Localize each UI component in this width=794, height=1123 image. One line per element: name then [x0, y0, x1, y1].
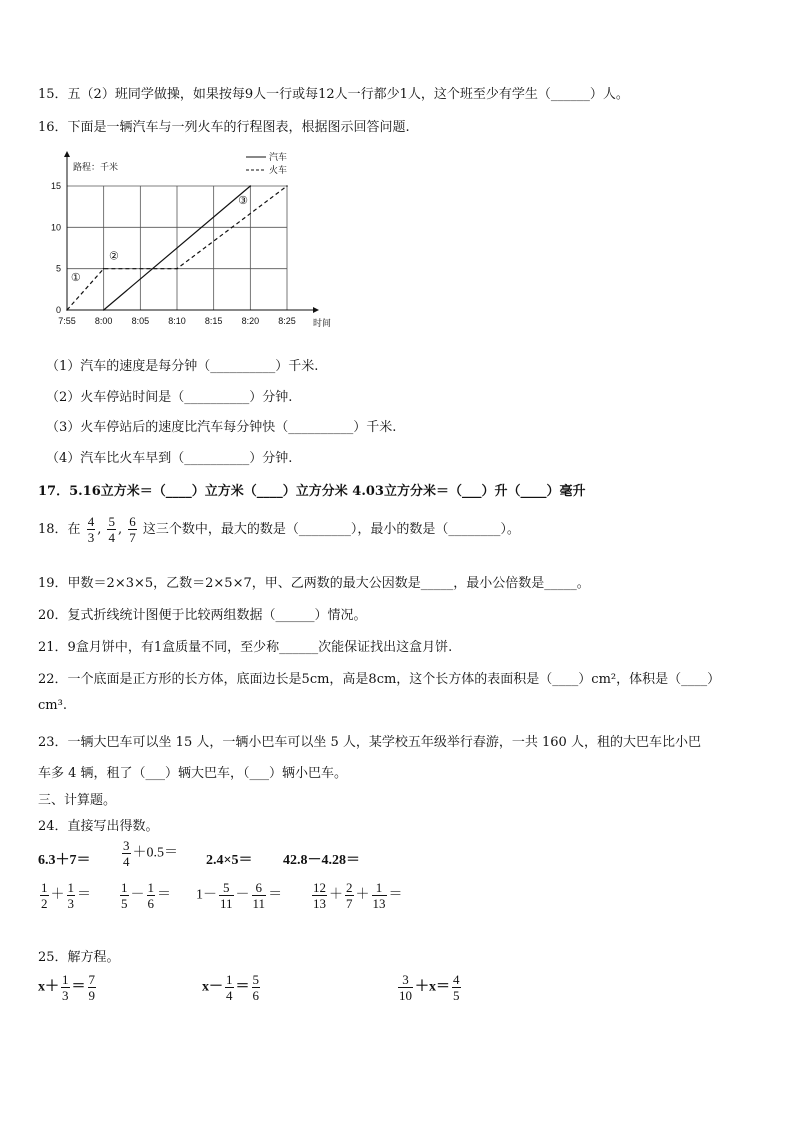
x-tick-label: 7:55 [58, 316, 76, 326]
y-axis-arrow [64, 151, 70, 157]
x-tick-label: 8:20 [241, 316, 260, 326]
x-tick-label: 8:00 [94, 316, 113, 326]
q24-expr-8: $\frac{12}{13}$ ＋ $\frac{2}{7}$ ＋ $\frac{1}{13}$ ＝ [313, 880, 403, 911]
y-axis-label: 路程：千米 [73, 162, 119, 172]
series-point [103, 309, 105, 311]
q25-equation-2: x－ $\frac{1}{4}$ ＝ $\frac{5}{6}$ [202, 972, 259, 1003]
q24-expr-3: 2.4×5＝ [206, 853, 253, 868]
y-tick-label: 10 [50, 222, 61, 233]
q24-expr-2: $\frac{3}{4}$ ＋0.5＝ [123, 838, 178, 869]
q18-frac-1: $\frac{4}{3}$ [87, 514, 95, 545]
travel-chart [38, 145, 338, 335]
question-16-3: （3）火车停站后的速度比汽车每分钟快（__________）千米. [46, 420, 397, 435]
series-point [286, 185, 288, 187]
x-tick-label: 8:05 [131, 316, 150, 326]
q25-equation-3: $\frac{3}{10}$ ＋x＝ $\frac{4}{5}$ [399, 972, 460, 1003]
question-16-4: （4）汽车比火车早到（__________）分钟. [46, 451, 293, 466]
q24-expr-1: 6.3＋7＝ [38, 853, 91, 868]
legend-label-2: 火车 [269, 165, 288, 175]
x-axis-arrow [313, 307, 319, 313]
question-15: 15．五（2）班同学做操，如果按每9人一行或每12人一行都少1人，这个班至少有学生（______）人。 [38, 87, 629, 102]
question-23: 23．一辆大巴车可以坐 15 人，一辆小巴车可以坐 5 人，某学校五年级举行春游，一共 160 人，租的大巴车比小巴 [38, 735, 701, 750]
q24-expr-5: $\frac{1}{2}$ ＋ $\frac{1}{3}$ ＝ [41, 880, 91, 911]
segment-marker-2: ② [108, 250, 119, 263]
question-22: 22．一个底面是正方形的长方体，底面边长是5cm，高是8cm，这个长方体的表面积是（____）cm²，体积是（____） [38, 672, 721, 687]
question-24: 24．直接写出得数。 [38, 819, 159, 834]
x-axis-label: 时间 [313, 318, 332, 328]
q18-frac-2: $\frac{5}{4}$ [108, 514, 115, 545]
question-18: 18．在 $\frac{4}{3}$ , $\frac{5}{4}$ , $\frac{6}{7}$ 这三个数中，最大的数是（________），最小的数是（________）。 [38, 514, 520, 545]
segment-marker-3: ③ [238, 195, 248, 208]
question-20: 20．复式折线统计图便于比较两组数据（______）情况。 [38, 608, 367, 623]
series-point [176, 268, 178, 270]
question-22-unit: cm³. [38, 698, 67, 713]
question-16-1: （1）汽车的速度是每分钟（__________）千米. [46, 359, 319, 374]
question-16: 16．下面是一辆汽车与一列火车的行程图表，根据图示回答问题. [38, 120, 410, 135]
q24-expr-7: 1－ $\frac{5}{11}$ － $\frac{6}{11}$ ＝ [196, 880, 283, 911]
q18-frac-3: $\frac{6}{7}$ [129, 514, 136, 545]
y-tick-label: 5 [55, 263, 61, 274]
y-tick-label: 0 [55, 305, 61, 315]
legend-label-1: 汽车 [269, 152, 288, 162]
series-point [250, 185, 252, 187]
x-tick-label: 8:25 [278, 316, 296, 326]
q24-expr-4: 42.8－4.28＝ [283, 853, 360, 868]
question-17: 17．5.16立方米＝（____）立方米（____）立方分米 4.03立方分米＝（___）升（____）毫升 [38, 484, 586, 499]
question-23-cont: 车多 4 辆，租了（___）辆大巴车，（___）辆小巴车。 [38, 766, 348, 781]
q24-expr-6: $\frac{1}{5}$ － $\frac{1}{6}$ ＝ [121, 880, 171, 911]
question-16-2: （2）火车停站时间是（__________）分钟. [46, 390, 293, 405]
q18-suffix: 这三个数中，最大的数是（________），最小的数是（________）。 [142, 522, 520, 537]
y-tick-label: 15 [50, 181, 61, 191]
x-tick-label: 8:15 [204, 316, 223, 326]
q25-equation-1: x＋ $\frac{1}{3}$ ＝ $\frac{7}{9}$ [38, 972, 95, 1003]
question-21: 21．9盒月饼中，有1盒质量不同，至少称______次能保证找出这盒月饼. [38, 640, 453, 655]
question-19: 19．甲数＝2×3×5，乙数＝2×5×7，甲、乙两数的最大公因数是_____，最小公倍数是_____。 [38, 576, 590, 591]
series-point [103, 268, 105, 270]
series-point [66, 309, 68, 311]
segment-marker-1: ① [70, 272, 81, 285]
x-tick-label: 8:10 [168, 316, 186, 326]
section-3-title: 三、计算题。 [38, 793, 117, 808]
q18-prefix: 18．在 [38, 522, 81, 537]
question-25: 25．解方程。 [38, 950, 120, 965]
